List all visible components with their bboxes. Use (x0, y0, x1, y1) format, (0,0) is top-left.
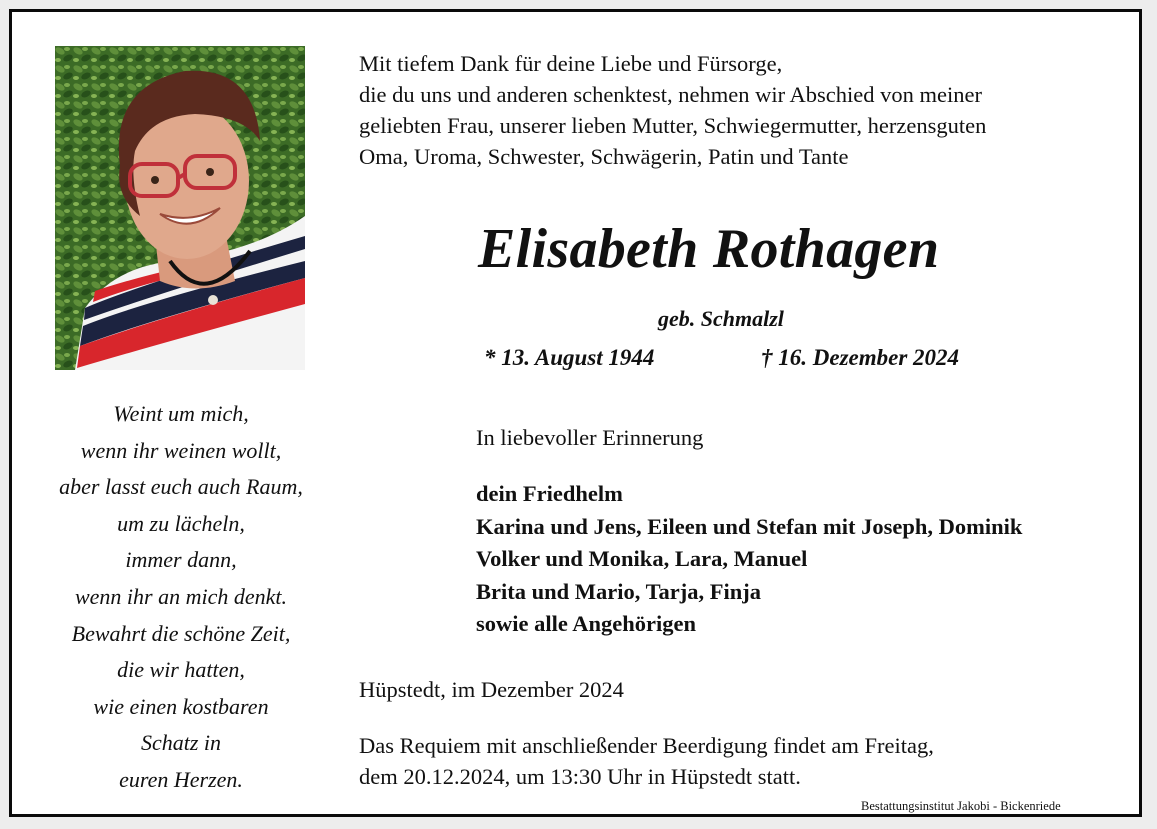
poem-line: immer dann, (125, 547, 237, 573)
intro-line: Mit tiefem Dank für deine Liebe und Fürsorge, (359, 51, 783, 76)
poem-line: wenn ihr weinen wollt, (80, 437, 282, 463)
intro-line: geliebten Frau, unserer lieben Mutter, Schwiegermutter, herzensguten (359, 113, 987, 138)
poem-line: wenn ihr an mich denkt. (74, 583, 288, 609)
undertaker-credit: Bestattungsinstitut Jakobi - Bickenriede (861, 799, 1061, 813)
poem-line: aber lasst euch auch Raum, (59, 474, 303, 500)
poem-line: die wir hatten, (117, 657, 245, 683)
portrait-photo (55, 46, 305, 370)
birth-date: * 13. August 1944 (484, 345, 655, 370)
mourner-line: Volker und Monika, Lara, Manuel (476, 546, 808, 571)
poem-line: Schatz in (140, 730, 222, 756)
poem-line: Bewahrt die schöne Zeit, (71, 620, 291, 646)
deceased-name: Elisabeth Rothagen (478, 218, 940, 280)
mourner-line: dein Friedhelm (476, 481, 623, 506)
intro-line: Oma, Uroma, Schwester, Schwägerin, Patin und Tante (359, 144, 849, 169)
place-date: Hüpstedt, im Dezember 2024 (359, 677, 624, 702)
mourners-list (476, 478, 1022, 641)
memory-line: In liebevoller Erinnerung (476, 425, 704, 450)
obituary-card (9, 9, 1142, 817)
service-line: Das Requiem mit anschließender Beerdigung findet am Freitag, (359, 733, 934, 758)
intro-line: die du uns und anderen schenktest, nehmen wir Abschied von meiner (359, 82, 982, 107)
poem-line: Weint um mich, (113, 401, 249, 426)
poem-line: um zu lächeln, (117, 510, 245, 536)
mourner-line: sowie alle Angehörigen (476, 611, 696, 636)
poem-line: wie einen kostbaren (93, 693, 269, 719)
mourner-line: Brita und Mario, Tarja, Finja (476, 578, 762, 604)
maiden-name: geb. Schmalzl (658, 306, 784, 331)
service-info (359, 730, 934, 792)
death-date: † 16. Dezember 2024 (761, 345, 960, 370)
mourner-line: Karina und Jens, Eileen und Stefan mit Joseph, Dominik (476, 513, 1023, 539)
portrait-image (55, 46, 305, 370)
poem (20, 396, 342, 799)
poem-line: euren Herzen. (119, 766, 243, 792)
intro-text (359, 48, 986, 172)
service-line: dem 20.12.2024, um 13:30 Uhr in Hüpstedt statt. (359, 764, 801, 789)
